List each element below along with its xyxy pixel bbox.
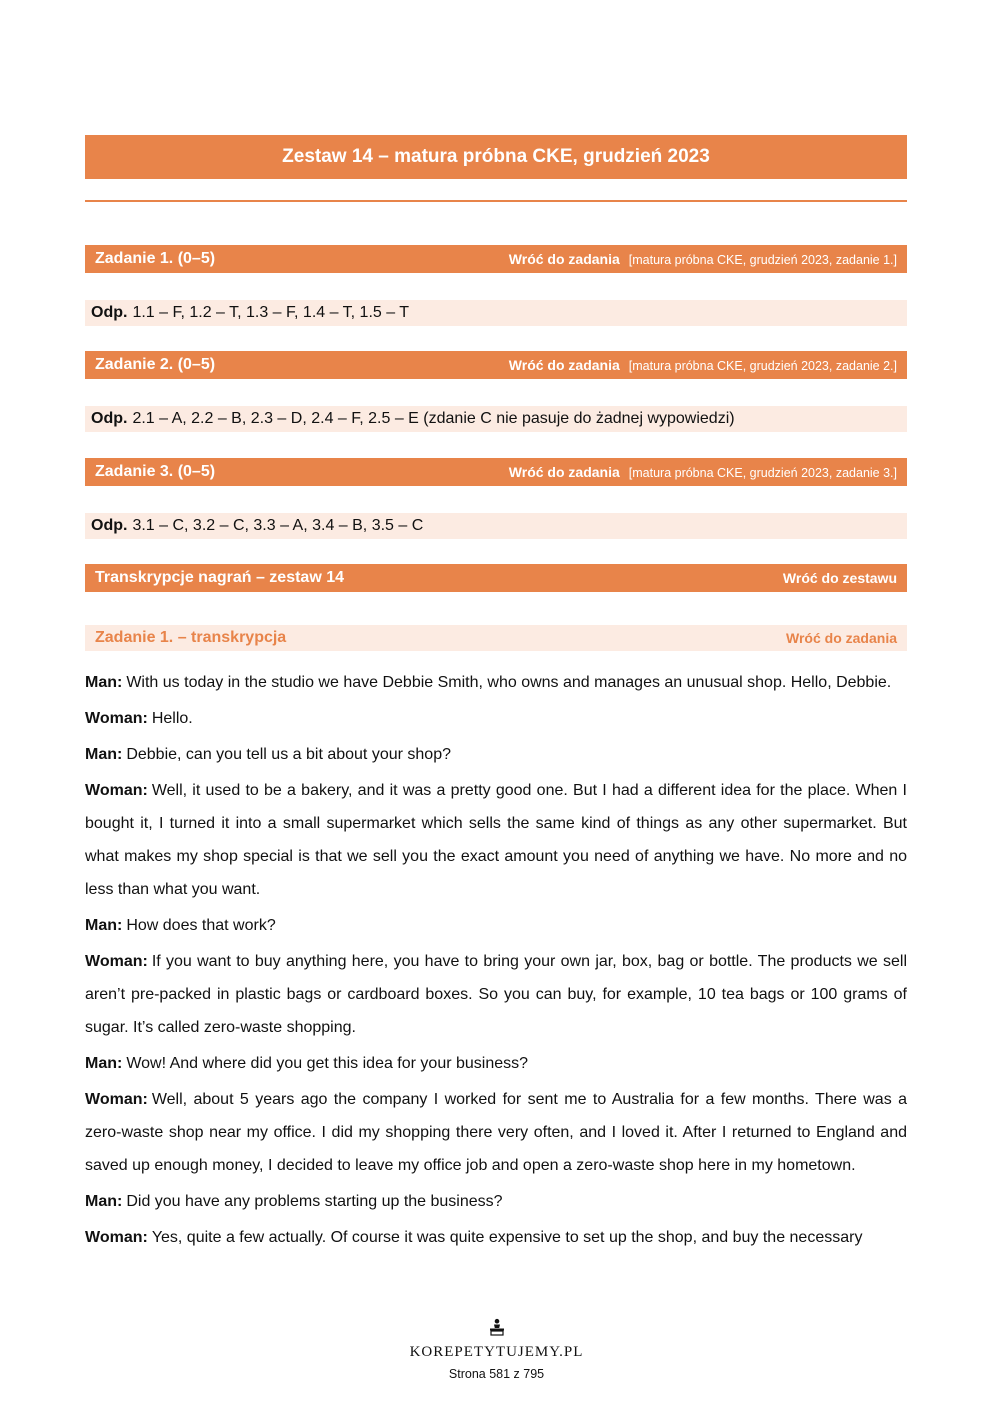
transcript-line	[85, 1047, 907, 1080]
transcript-1-header	[85, 625, 907, 651]
speaker-label: Woman:	[85, 953, 148, 970]
speaker-label: Man:	[85, 674, 123, 691]
task-1-answer-text: 1.1 – F, 1.2 – T, 1.3 – F, 1.4 – T, 1.5 – T	[132, 304, 410, 321]
transcript-text: Did you have any problems starting up the business?	[126, 1193, 503, 1210]
task-3-reference: [matura próbna CKE, grudzień 2023, zadanie 3.]	[628, 466, 897, 480]
speaker-label: Man:	[85, 917, 123, 934]
task-3-header	[85, 458, 907, 486]
page-number: Strona 581 z 795	[448, 1367, 545, 1381]
back-to-set-link[interactable]: Wróć do zestawu	[782, 570, 897, 586]
transcript-text: With us today in the studio we have Debbie Smith, who owns and manages an unusual shop. Hello, Debbie.	[126, 674, 892, 691]
task-2-reference: [matura próbna CKE, grudzień 2023, zadanie 2.]	[628, 359, 897, 373]
transcript-text: If you want to buy anything here, you have to bring your own jar, box, bag or bottle. The products we sell aren’t pre-packed in plastic bags or cardboard boxes. So you can buy, for example, 10 tea bags or 100 grams of sugar. It’s called zero-waste shopping.	[85, 953, 907, 1036]
transcript-line	[85, 1221, 907, 1254]
task-2-heading: Zadanie 2. (0–5)	[95, 356, 216, 373]
task-1-answer	[85, 300, 907, 326]
task-1-answer-label: Odp.	[91, 304, 128, 321]
task-1-header	[85, 245, 907, 273]
task-3-heading: Zadanie 3. (0–5)	[95, 463, 216, 480]
task-1-reference: [matura próbna CKE, grudzień 2023, zadanie 1.]	[628, 253, 897, 267]
transcript-text: Well, about 5 years ago the company I worked for sent me to Australia for a few months. There was a zero-waste shop near my office. I did my shopping there very often, and I loved it. After I returned to England and saved up enough money, I decided to leave my office job and open a zero-waste shop here in my hometown.	[85, 1091, 907, 1174]
transcript-text: Wow! And where did you get this idea for your business?	[126, 1055, 529, 1072]
task-2-answer	[85, 406, 907, 432]
title-divider	[85, 200, 907, 202]
task-2-answer-text: 2.1 – A, 2.2 – B, 2.3 – D, 2.4 – F, 2.5 – E (zdanie C nie pasuje do żadnej wypowiedzi)	[132, 410, 735, 427]
page-title: Zestaw 14 – matura próbna CKE, grudzień 2023	[85, 135, 907, 179]
transcript-body	[85, 666, 907, 1257]
transcript-line	[85, 945, 907, 1044]
speaker-label: Woman:	[85, 1229, 148, 1246]
transcript-text: Debbie, can you tell us a bit about your shop?	[126, 746, 451, 763]
task-3-answer-text: 3.1 – C, 3.2 – C, 3.3 – A, 3.4 – B, 3.5 – C	[132, 517, 424, 534]
page-footer	[0, 1318, 993, 1381]
transcript-line	[85, 702, 907, 735]
task-1-heading: Zadanie 1. (0–5)	[95, 250, 216, 267]
speaker-label: Man:	[85, 746, 123, 763]
transcript-text: Hello.	[151, 710, 193, 727]
transcript-1-back-link[interactable]: Wróć do zadania	[786, 630, 897, 646]
transcript-line	[85, 774, 907, 906]
task-2-header	[85, 351, 907, 379]
task-3-back-link[interactable]: Wróć do zadania	[508, 464, 620, 480]
task-1-back-link[interactable]: Wróć do zadania	[508, 251, 620, 267]
transcript-line	[85, 738, 907, 771]
task-2-back-link[interactable]: Wróć do zadania	[508, 357, 620, 373]
transcript-line	[85, 909, 907, 942]
task-3-answer	[85, 513, 907, 539]
transcript-1-heading: Zadanie 1. – transkrypcja	[95, 629, 287, 646]
speaker-label: Woman:	[85, 1091, 148, 1108]
speaker-label: Woman:	[85, 710, 148, 727]
speaker-label: Man:	[85, 1055, 123, 1072]
transcript-text: How does that work?	[126, 917, 276, 934]
speaker-label: Woman:	[85, 782, 148, 799]
transcript-line	[85, 1185, 907, 1218]
task-2-answer-label: Odp.	[91, 410, 128, 427]
transcript-text: Yes, quite a few actually. Of course it was quite expensive to set up the shop, and buy the necessary	[151, 1229, 863, 1246]
task-3-answer-label: Odp.	[91, 517, 128, 534]
footer-brand: KOREPETYTUJEMY.PL	[409, 1344, 584, 1360]
person-at-desk-icon	[488, 1318, 506, 1336]
transcript-line	[85, 1083, 907, 1182]
transcript-text: Well, it used to be a bakery, and it was a pretty good one. But I had a different idea for the place. When I bought it, I turned it into a small supermarket which sells the same kind of things as any other supermarket. But what makes my shop special is that we sell you the exact amount you need of anything we have. No more and no less than what you want.	[85, 782, 907, 898]
transcript-line	[85, 666, 907, 699]
speaker-label: Man:	[85, 1193, 123, 1210]
transcripts-heading: Transkrypcje nagrań – zestaw 14	[95, 569, 345, 586]
transcripts-header	[85, 564, 907, 592]
